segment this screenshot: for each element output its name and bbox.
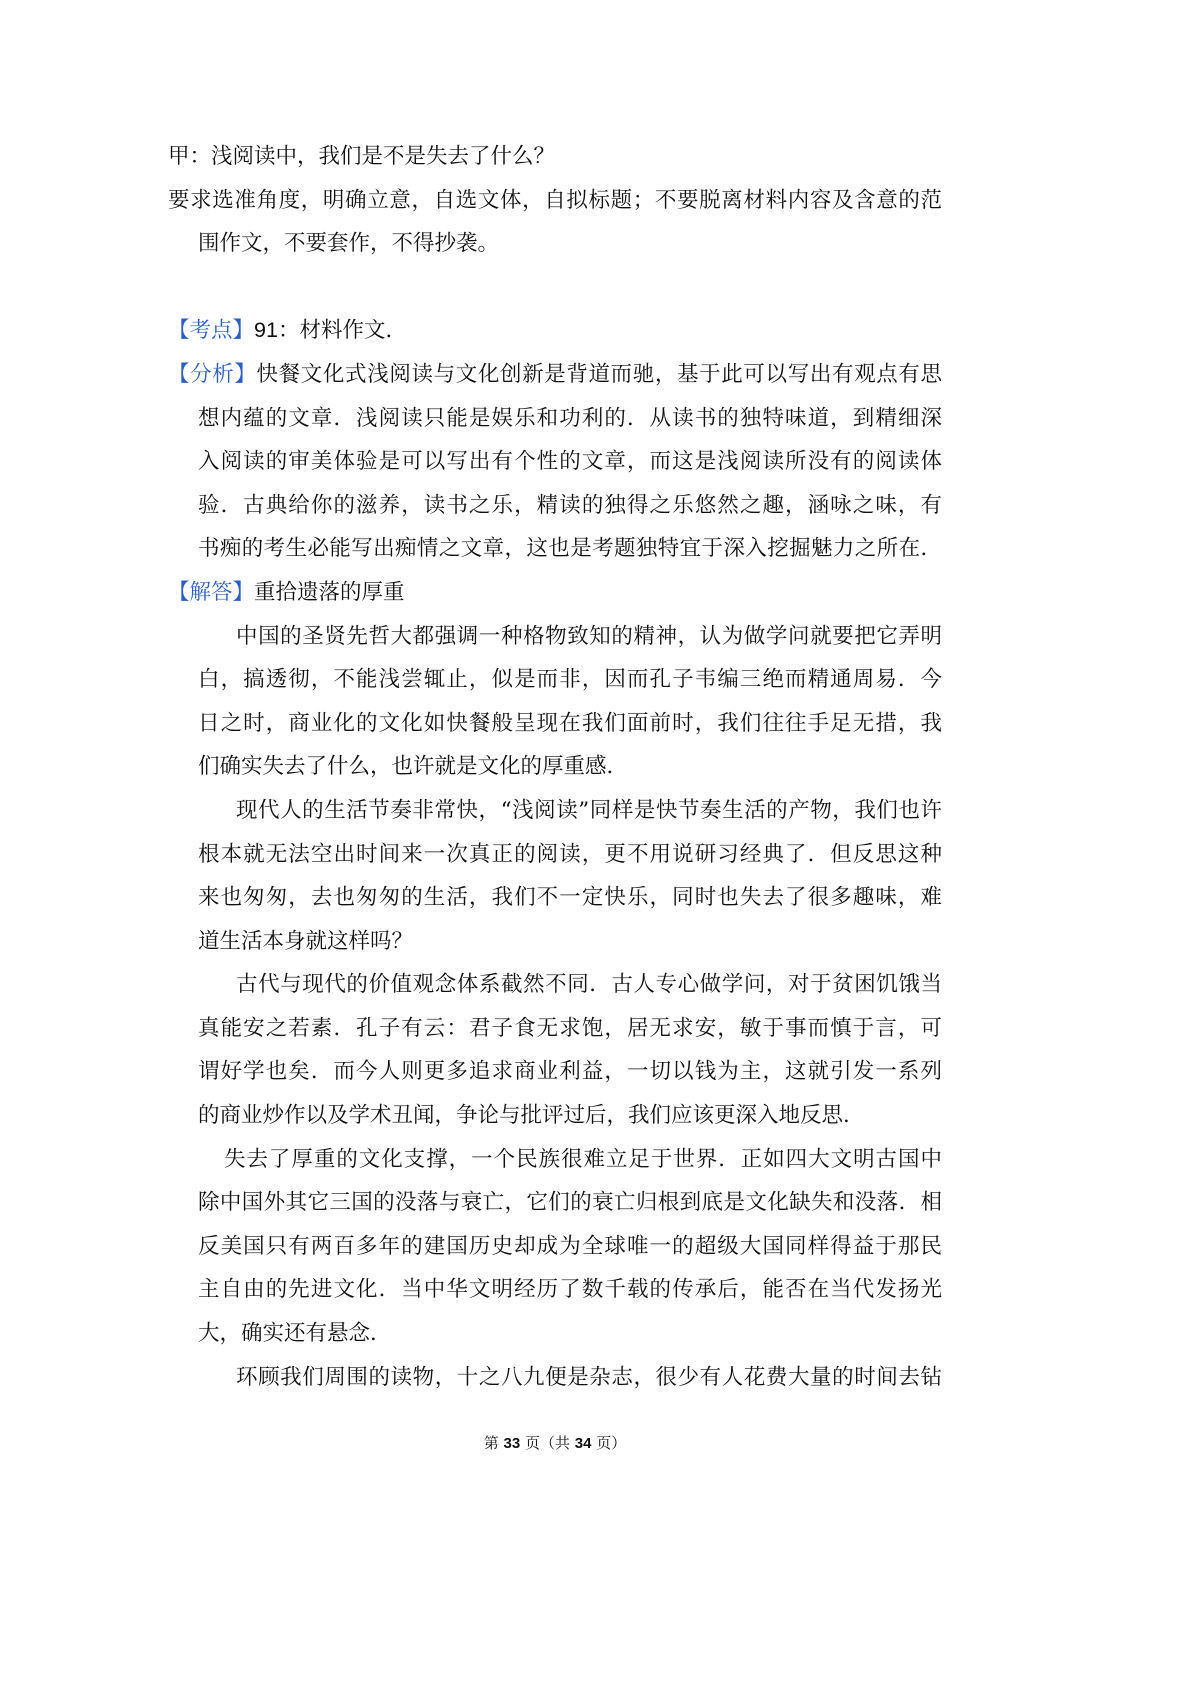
requirement-line: 围作文，不要套作，不得抄袭。 (198, 231, 500, 257)
analysis-line: 想内蕴的文章．浅阅读只能是娱乐和功利的．从读书的独特味道，到精细深 (198, 405, 942, 431)
essay-line: 中国的圣贤先哲大都强调一种格物致知的精神，认为做学问就要把它弄明 (236, 623, 942, 649)
footer-prefix: 第 (483, 1434, 499, 1452)
analysis-line: 书痴的考生必能写出痴情之文章，这也是考题独特宜于深入挖掘魅力之所在． (198, 536, 942, 562)
kaodian-text: ：材料作文． (277, 318, 407, 344)
essay-line: 的商业炒作以及学术丑闻，争论与批评过后，我们应该更深入地反思． (198, 1103, 865, 1129)
essay-line: 白，搞透彻，不能浅尝辄止，似是而非，因而孔子韦编三绝而精通周易．今 (198, 667, 942, 693)
page-footer (168, 1432, 942, 1454)
essay-line: 们确实失去了什么，也许就是文化的厚重感． (198, 754, 629, 780)
essay-title: 重拾遗落的厚重 (254, 579, 405, 605)
analysis-tag: 【分析】 (168, 361, 257, 387)
kaodian-tag: 【考点】 (168, 318, 255, 344)
essay-line: 古代与现代的价值观念体系截然不同．古人专心做学问，对于贫困饥饿当 (236, 972, 942, 998)
analysis-text: 快餐文化式浅阅读与文化创新是背道而驰，基于此可以写出有观点有思 (256, 361, 942, 387)
prompt-line: 甲：浅阅读中，我们是不是失去了什么？ (168, 144, 556, 169)
answer-heading-line (168, 571, 942, 615)
essay-line: 反美国只有两百多年的建国历史却成为全球唯一的超级大国同样得益于那民 (198, 1233, 942, 1259)
total-pages: 34 (574, 1435, 592, 1452)
essay-line: 真能安之若素．孔子有云：君子食无求饱，居无求安，敏于事而慎于言，可 (198, 1015, 942, 1041)
essay-line: 除中国外其它三国的没落与衰亡，它们的衰亡归根到底是文化缺失和没落．相 (198, 1190, 942, 1216)
answer-tag: 【解答】 (168, 579, 255, 605)
essay-line: 主自由的先进文化．当中华文明经历了数千载的传承后，能否在当代发扬光 (198, 1277, 942, 1303)
analysis-line: 验．古典给你的滋养，读书之乐，精读的独得之乐悠然之趣，涵咏之味，有 (198, 492, 942, 518)
page-number: 33 (503, 1435, 521, 1452)
footer-middle: 页（共 (524, 1434, 570, 1452)
essay-line: 来也匆匆，去也匆匆的生活，我们不一定快乐，同时也失去了很多趣味，难 (198, 885, 942, 911)
essay-line: 日之时，商业化的文化如快餐般呈现在我们面前时，我们往往手足无措，我 (198, 710, 942, 736)
essay-line: 失去了厚重的文化支撑，一个民族很难立足于世界．正如四大文明古国中 (224, 1146, 942, 1172)
blank-spacer (168, 266, 942, 310)
footer-suffix: 页） (596, 1434, 627, 1452)
essay-line: 道生活本身就这样吗？ (198, 928, 414, 954)
kaodian-code: 91 (254, 318, 278, 343)
document-body (168, 135, 942, 1399)
essay-line: 现代人的生活节奏非常快，“浅阅读”同样是快节奏生活的产物，我们也许 (236, 797, 942, 823)
kaodian-line (168, 309, 942, 353)
requirement-line: 要求选准角度，明确立意，自选文体，自拟标题；不要脱离材料内容及含意的范 (168, 187, 942, 213)
analysis-line (168, 353, 942, 397)
essay-line: 大，确实还有悬念． (198, 1321, 392, 1347)
analysis-line: 入阅读的审美体验是可以写出有个性的文章，而这是浅阅读所没有的阅读体 (198, 449, 942, 475)
essay-line: 根本就无法空出时间来一次真正的阅读，更不用说研习经典了．但反思这种 (198, 841, 942, 867)
essay-line: 谓好学也矣．而今人则更多追求商业利益，一切以钱为主，这就引发一系列 (198, 1059, 942, 1085)
essay-line: 环顾我们周围的读物，十之八九便是杂志，很少有人花费大量的时间去钻 (236, 1364, 942, 1390)
